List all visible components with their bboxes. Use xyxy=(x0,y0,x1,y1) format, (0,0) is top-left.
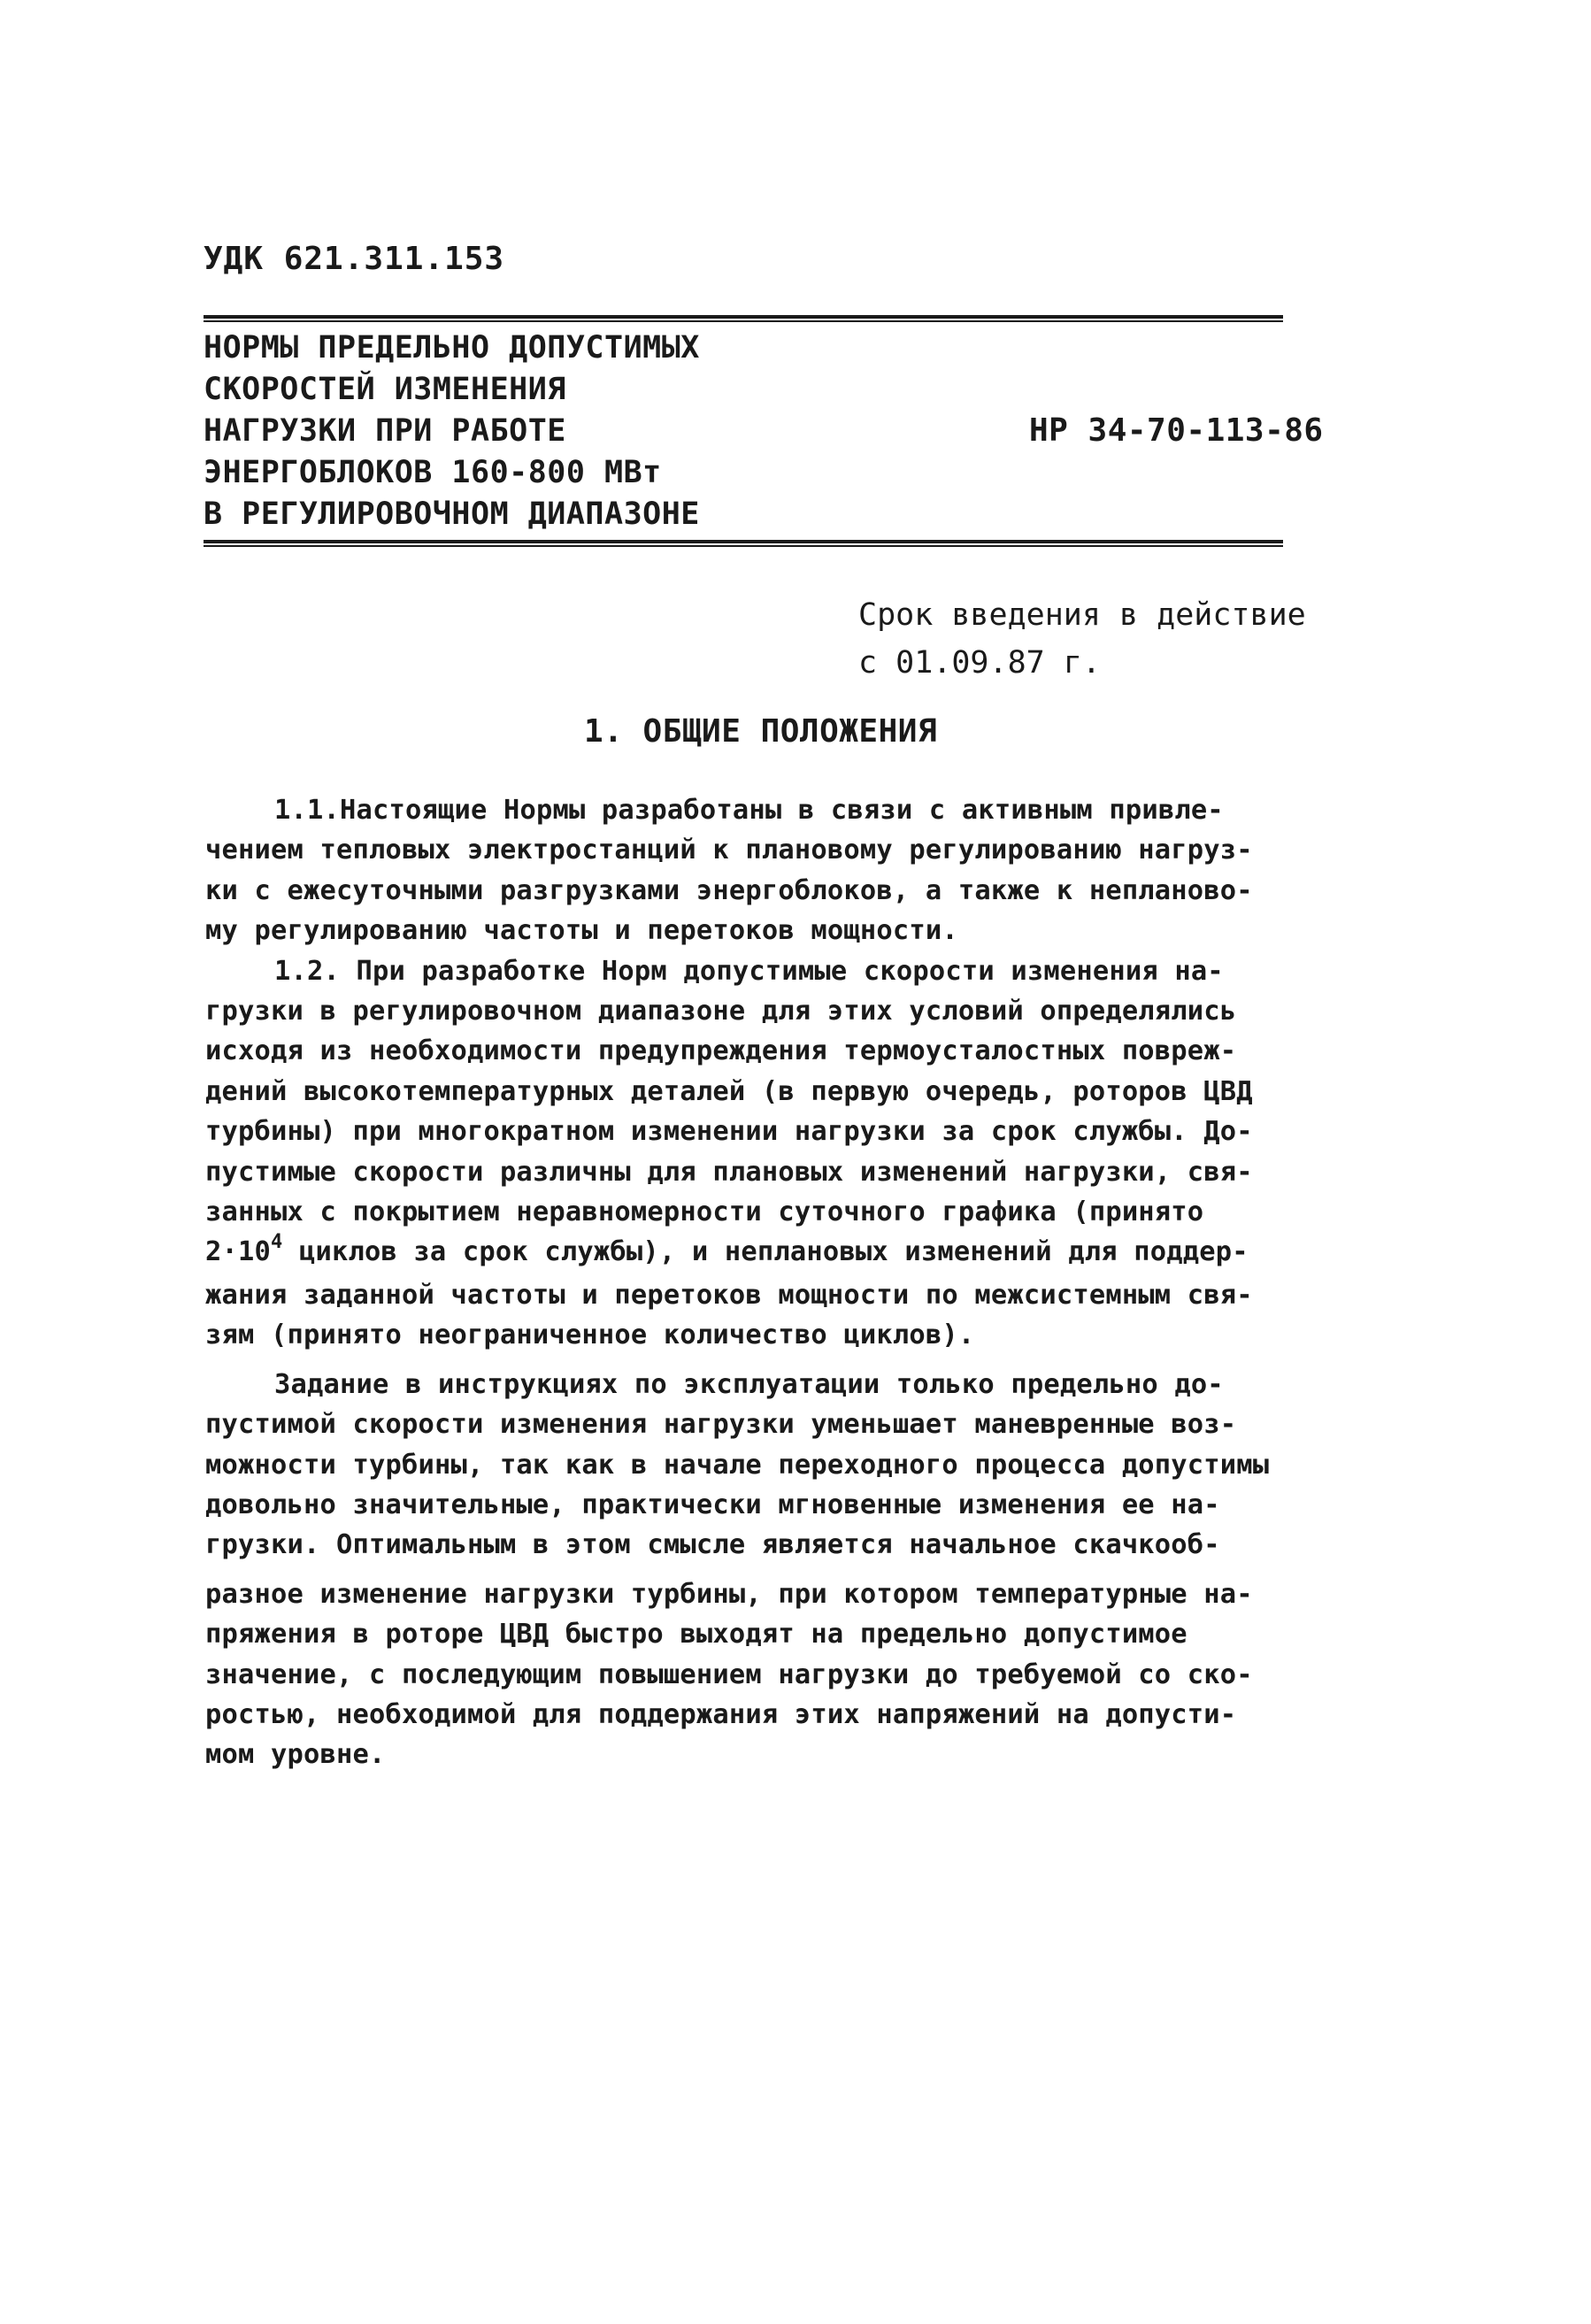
udk-code: УДК 621.311.153 xyxy=(204,241,505,277)
paragraph-line: Задание в инструкциях по эксплуатации только предельно до- xyxy=(274,1368,1224,1400)
effective-date-value: с 01.09.87 г. xyxy=(858,645,1101,681)
paragraph-line xyxy=(205,1232,1285,1274)
section-heading: 1. ОБЩИЕ ПОЛОЖЕНИЯ xyxy=(584,713,938,750)
paragraph-line-text: циклов за срок службы), и неплановых изменений для поддер- xyxy=(298,1236,1249,1268)
title-line: ЭНЕРГОБЛОКОВ 160-800 МВт xyxy=(204,455,662,490)
document-code: НР 34-70-113-86 xyxy=(1029,412,1324,449)
document-title xyxy=(204,327,1000,535)
paragraph-line: пустимой скорости изменения нагрузки уменьшает маневренные воз- xyxy=(205,1409,1237,1441)
cycles-base: 2·10 xyxy=(205,1236,271,1268)
paragraph-line: му регулированию частоты и перетоков мощности. xyxy=(205,915,958,947)
cycles-count xyxy=(205,1231,283,1268)
paragraph-line: турбины) при многократном изменении нагрузки за срок службы. До- xyxy=(205,1116,1253,1148)
title-line: НАГРУЗКИ ПРИ РАБОТЕ xyxy=(204,413,566,449)
paragraph-line: значение, с последующим повышением нагрузки до требуемой со ско- xyxy=(205,1658,1253,1690)
paragraph-line: исходя из необходимости предупреждения термоусталостных повреж- xyxy=(205,1035,1237,1067)
title-top-rule xyxy=(204,315,1283,322)
paragraph-line: чением тепловых электростанций к плановому регулированию нагруз- xyxy=(205,835,1253,866)
title-line: НОРМЫ ПРЕДЕЛЬНО ДОПУСТИМЫХ xyxy=(204,330,700,366)
effective-date-label: Срок введения в действие xyxy=(858,597,1306,633)
paragraph-line: 1.2. При разработке Норм допустимые скорости изменения на- xyxy=(274,955,1224,987)
paragraph-line: жания заданной частоты и перетоков мощности по межсистемным свя- xyxy=(205,1279,1253,1311)
paragraph-line: ростью, необходимой для поддержания этих напряжений на допусти- xyxy=(205,1698,1237,1730)
title-bottom-rule xyxy=(204,540,1283,547)
paragraph-line: пустимые скорости различны для плановых изменений нагрузки, свя- xyxy=(205,1156,1253,1188)
paragraph-line: пряжения в роторе ЦВД быстро выходят на предельно допустимое xyxy=(205,1619,1187,1651)
paragraph-line: разное изменение нагрузки турбины, при котором температурные на- xyxy=(205,1578,1253,1610)
paragraph-line: занных с покрытием неравномерности суточного графика (принято xyxy=(205,1197,1204,1228)
paragraph-line: дений высокотемпературных деталей (в первую очередь, роторов ЦВД xyxy=(205,1075,1253,1107)
title-line: В РЕГУЛИРОВОЧНОМ ДИАПАЗОНЕ xyxy=(204,496,700,532)
paragraph-line: зям (принято неограниченное количество циклов). xyxy=(205,1320,975,1351)
body-text xyxy=(205,790,1285,1775)
paragraph-line: 1.1.Настоящие Нормы разработаны в связи с активным привле- xyxy=(274,795,1224,826)
paragraph-line: мом уровне. xyxy=(205,1739,386,1771)
paragraph-line: можности турбины, так как в начале переходного процесса допустимы xyxy=(205,1449,1270,1481)
cycles-exponent: 4 xyxy=(271,1231,283,1254)
paragraph-line: грузки в регулировочном диапазоне для этих условий определялись xyxy=(205,996,1237,1027)
paragraph-line: довольно значительные, практически мгновенные изменения ее на- xyxy=(205,1489,1220,1520)
title-line: СКОРОСТЕЙ ИЗМЕНЕНИЯ xyxy=(204,372,566,407)
effective-date-block xyxy=(858,591,1306,687)
paragraph-line: грузки. Оптимальным в этом смысле является начальное скачкооб- xyxy=(205,1529,1220,1561)
paragraph-line: ки с ежесуточными разгрузками энергоблоков, а также к непланово- xyxy=(205,874,1253,906)
